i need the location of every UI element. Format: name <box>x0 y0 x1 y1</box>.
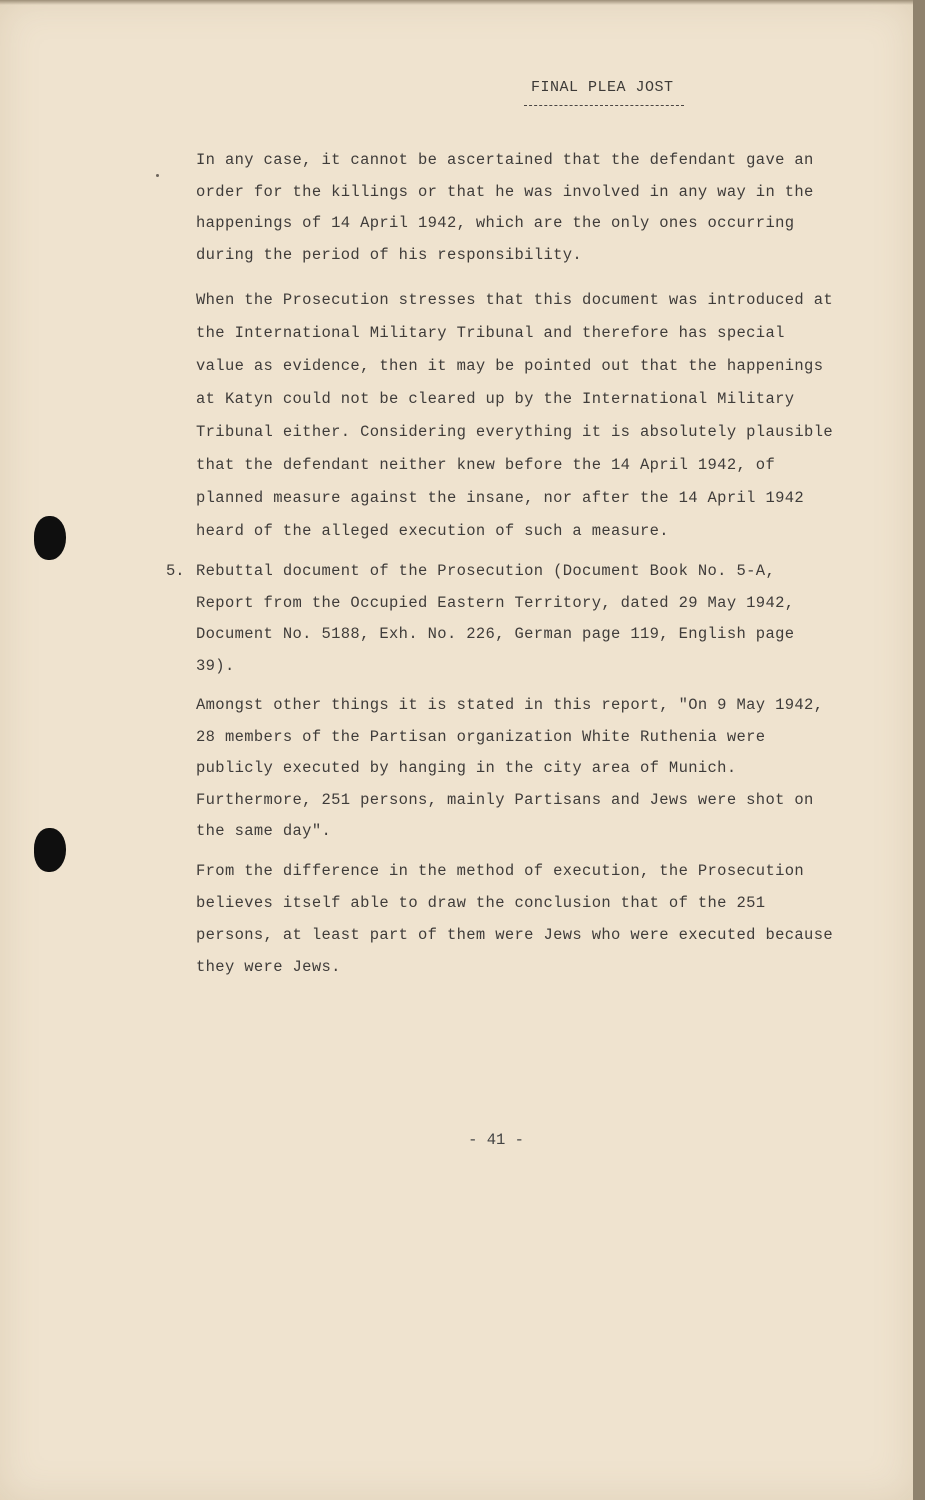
paragraph-2: When the Prosecution stresses that this document was introduced at the International Military Tribunal and therefore has special value as evidence, then it may be pointed out that the happenings at Katyn could not be cleared up by the International Military Tribunal either. Considering everything it is absolutely plausible that the defendant neither knew before the 14 April 1942, of planned measure against the insane, nor after the 14 April 1942 heard of the alleged execution of such a measure. <box>196 291 833 540</box>
punch-hole <box>34 828 66 872</box>
paper-speck <box>156 174 159 177</box>
paragraph-4: Amongst other things it is stated in this report, "On 9 May 1942, 28 members of the Partisan organization White Ruthenia were publicly executed by hanging in the city area of Munich. Furthermore, 251 persons, mainly Partisans and Jews were shot on the same day". <box>196 696 824 840</box>
paragraph-1: In any case, it cannot be ascertained that the defendant gave an order for the killings or that he was involved in any way in the happenings of 14 April 1942, which are the only ones occurring during the period of his responsibility. <box>196 151 814 264</box>
page-edge <box>913 0 925 1500</box>
item-number: 5. <box>166 562 185 580</box>
running-head-rule <box>524 105 684 106</box>
page-top-shadow <box>0 0 913 5</box>
paragraph-5: From the difference in the method of execution, the Prosecution believes itself able to draw the conclusion that of the 251 persons, at least part of them were Jews who were executed because they were Jews. <box>196 862 833 976</box>
punch-hole <box>34 516 66 560</box>
page-number: - 41 - <box>468 1131 524 1149</box>
paragraph-3: Rebuttal document of the Prosecution (Document Book No. 5-A, Report from the Occupied Eastern Territory, dated 29 May 1942, Document No. 5188, Exh. No. 226, German page 119, English page 39). <box>196 562 795 675</box>
running-head: FINAL PLEA JOST <box>531 79 674 96</box>
